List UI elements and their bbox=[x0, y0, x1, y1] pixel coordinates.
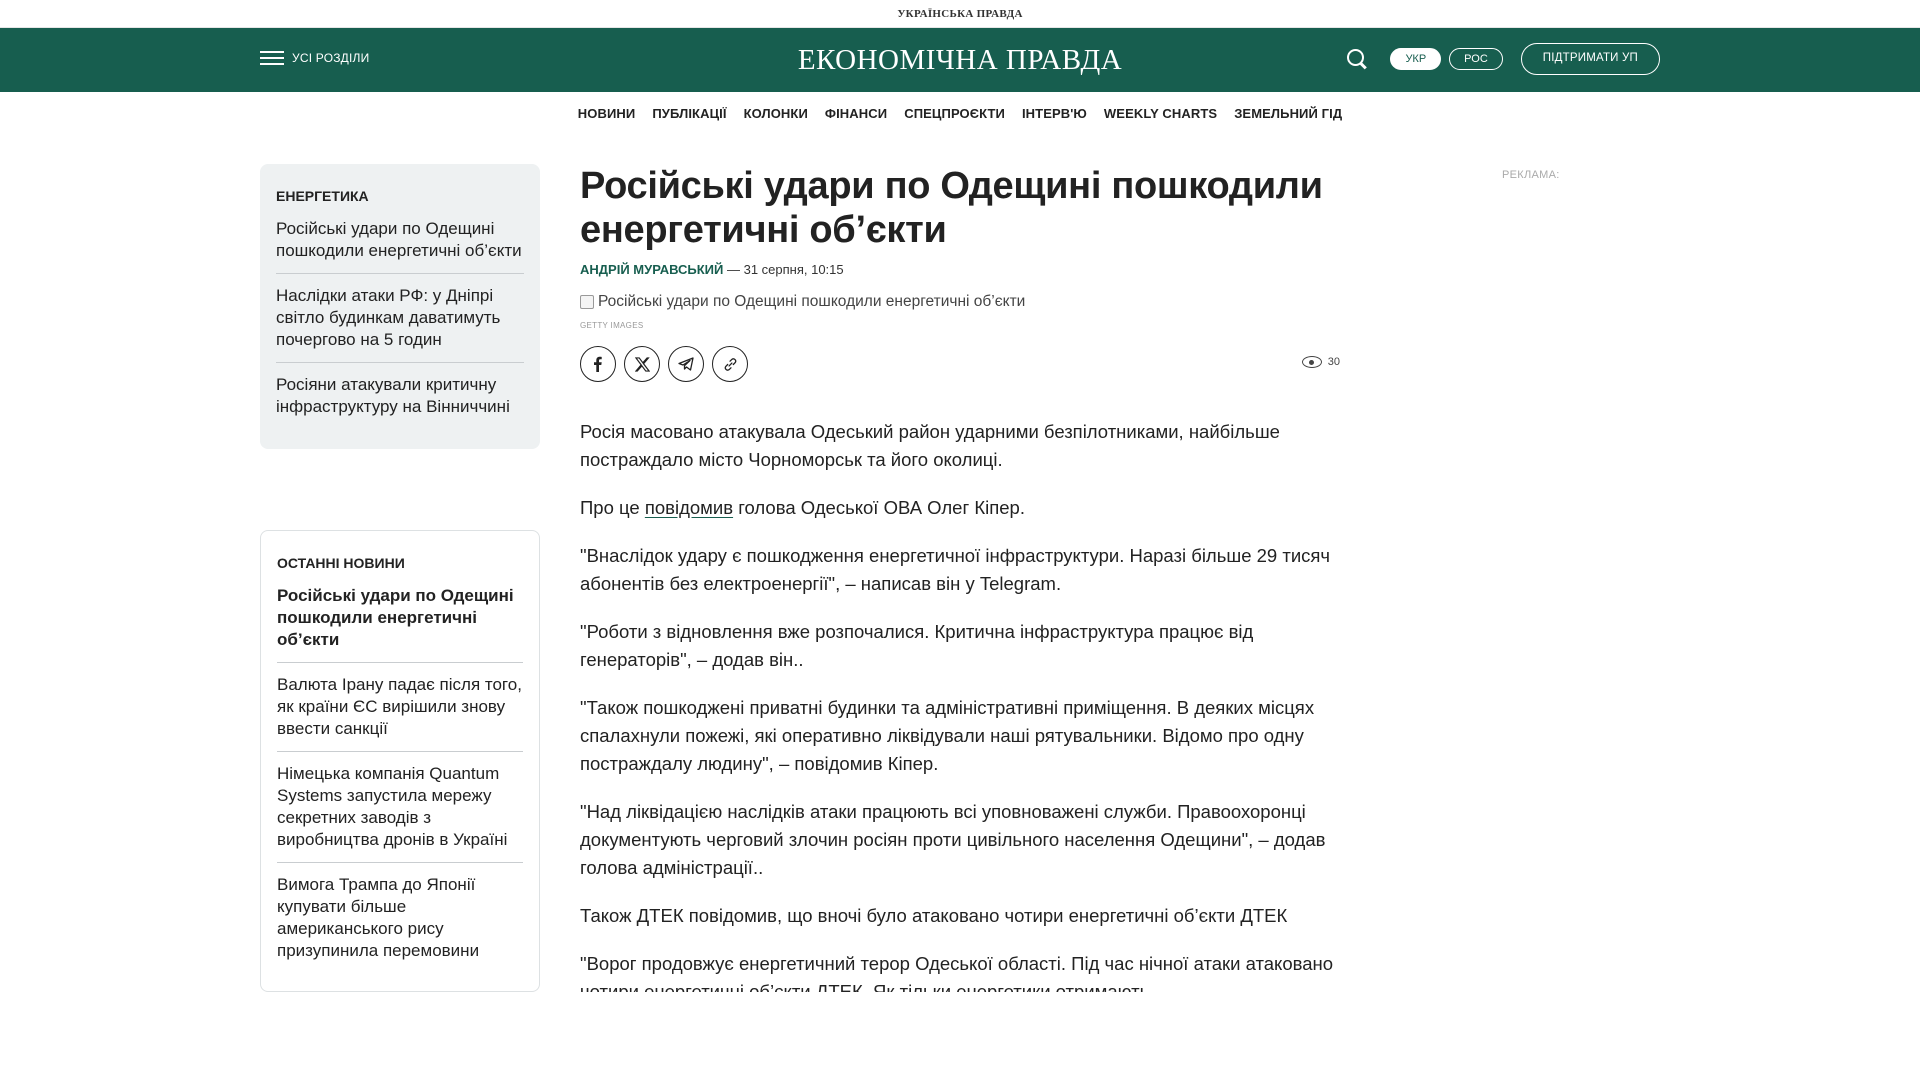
article-image-alt: Російські удари по Одещині пошкодили енергетичні об’єкти bbox=[598, 293, 1026, 310]
views-count: 30 bbox=[1327, 356, 1340, 368]
nav-weekly-charts[interactable]: WEEKLY CHARTS bbox=[1103, 105, 1218, 121]
energy-card-title[interactable]: ЕНЕРГЕТИКА bbox=[276, 188, 369, 204]
eye-icon bbox=[1302, 356, 1322, 368]
site-logo[interactable]: ЕКОНОМІЧНА ПРАВДА bbox=[797, 44, 1123, 76]
support-button[interactable]: ПІДТРИМАТИ УП bbox=[1521, 43, 1660, 75]
paragraph: "Ворог продовжує енергетичний терор Одеської області. Під час нічної атаки атаковано bbox=[580, 953, 1334, 974]
author-link[interactable]: АНДРІЙ МУРАВСЬКИЙ bbox=[580, 262, 724, 277]
lang-ukr-button[interactable]: УКР bbox=[1390, 48, 1441, 70]
energy-item[interactable]: Російські удари по Одещині пошкодили енергетичні об’єкти bbox=[276, 218, 524, 274]
article-body bbox=[580, 418, 1340, 1006]
paragraph: Також ДТЕК повідомив, що вночі було атаковано чотири енергетичні об’єкти ДТЕК bbox=[580, 905, 1288, 926]
telegram-icon[interactable] bbox=[668, 346, 704, 382]
views-counter bbox=[1302, 356, 1340, 368]
nav-columns[interactable]: КОЛОНКИ bbox=[743, 105, 808, 121]
up-brand-link[interactable]: УКРАЇНСЬКА ПРАВДА bbox=[897, 7, 1023, 20]
paragraph: Про це повідомив голова Одеської ОВА Олег Кіпер. bbox=[580, 497, 1025, 518]
nav-publications[interactable]: ПУБЛІКАЦІЇ bbox=[652, 105, 727, 121]
article-byline bbox=[580, 262, 1340, 277]
x-icon[interactable] bbox=[624, 346, 660, 382]
latest-news-item[interactable]: Німецька компанія Quantum Systems запустила мережу секретних заводів з виробництва дронів в Україні bbox=[277, 763, 523, 863]
ad-label: РЕКЛАМА: bbox=[1502, 169, 1560, 181]
share-bar bbox=[580, 346, 1340, 382]
source-link[interactable]: повідомив bbox=[644, 497, 734, 518]
article-headline: Російські удари по Одещині пошкодили енергетичні об’єкти bbox=[580, 165, 1323, 251]
energy-card bbox=[260, 164, 540, 449]
latest-news-card bbox=[260, 530, 540, 992]
top-brand-strip bbox=[0, 0, 1920, 28]
nav-interview[interactable]: ІНТЕРВ'Ю bbox=[1021, 105, 1087, 121]
paragraph: "Роботи з відновлення вже розпочалися. Критична інфраструктура працює від генераторів", – додав він.. bbox=[580, 621, 1254, 670]
energy-item[interactable]: Наслідки атаки РФ: у Дніпрі світло будинкам даватимуть почергово на 5 годин bbox=[276, 285, 524, 363]
article-date: — 31 серпня, 10:15 bbox=[723, 262, 844, 277]
search-icon[interactable] bbox=[1346, 48, 1368, 70]
paragraph: "Внаслідок удару є пошкодження енергетичної інфраструктури. Наразі більше 29 тисяч абонентів без електроенергії", – написав він у Telegram. bbox=[580, 545, 1331, 594]
nav-finance[interactable]: ФІНАНСИ bbox=[824, 105, 888, 121]
lang-ros-button[interactable]: РОС bbox=[1449, 48, 1503, 70]
site-header bbox=[0, 28, 1920, 92]
main-nav bbox=[0, 92, 1920, 134]
paragraph: "Над ліквідацією наслідків атаки працюють всі уповноважені служби. Правоохоронці документують черговий злочин росіян проти цивільного населення Одещини", – додав голова адміністрації.. bbox=[580, 801, 1326, 878]
nav-news[interactable]: НОВИНИ bbox=[577, 105, 636, 121]
broken-image-icon bbox=[580, 295, 594, 309]
latest-news-item[interactable]: Вимога Трампа до Японії купувати більше американського рису призупинила перемовини bbox=[277, 875, 480, 960]
page-bottom-area bbox=[0, 992, 1920, 1080]
nav-land-guide[interactable]: ЗЕМЕЛЬНИЙ ГІД bbox=[1234, 105, 1343, 121]
paragraph: "Також пошкоджені приватні будинки та адміністративні приміщення. В деяких місцях спалахнули пожежі, які оперативно ліквідували наші рятувальники. Відомо про одну постраждалу людину", – повідомив Кіпер. bbox=[580, 697, 1315, 774]
article-image bbox=[580, 293, 1340, 311]
article bbox=[580, 164, 1340, 1026]
image-credit: GETTY IMAGES bbox=[580, 321, 644, 330]
energy-item[interactable]: Росіяни атакували критичну інфраструктуру на Вінниччині bbox=[276, 375, 510, 416]
facebook-icon[interactable] bbox=[580, 346, 616, 382]
paragraph: Росія масовано атакувала Одеський район ударними безпілотниками, найбільше постраждало місто Чорноморськ та його околиці. bbox=[580, 421, 1280, 470]
nav-special-projects[interactable]: СПЕЦПРОЄКТИ bbox=[904, 105, 1005, 121]
latest-news-item[interactable]: Валюта Ірану падає після того, як країни ЄС вирішили знову ввести санкції bbox=[277, 674, 523, 752]
latest-news-title[interactable]: ОСТАННІ НОВИНИ bbox=[277, 555, 405, 571]
latest-news-item-active[interactable]: Російські удари по Одещині пошкодили енергетичні об’єкти bbox=[277, 585, 523, 663]
all-sections-label: УСІ РОЗДІЛИ bbox=[292, 51, 370, 65]
link-icon[interactable] bbox=[712, 346, 748, 382]
header-actions bbox=[1346, 44, 1660, 74]
